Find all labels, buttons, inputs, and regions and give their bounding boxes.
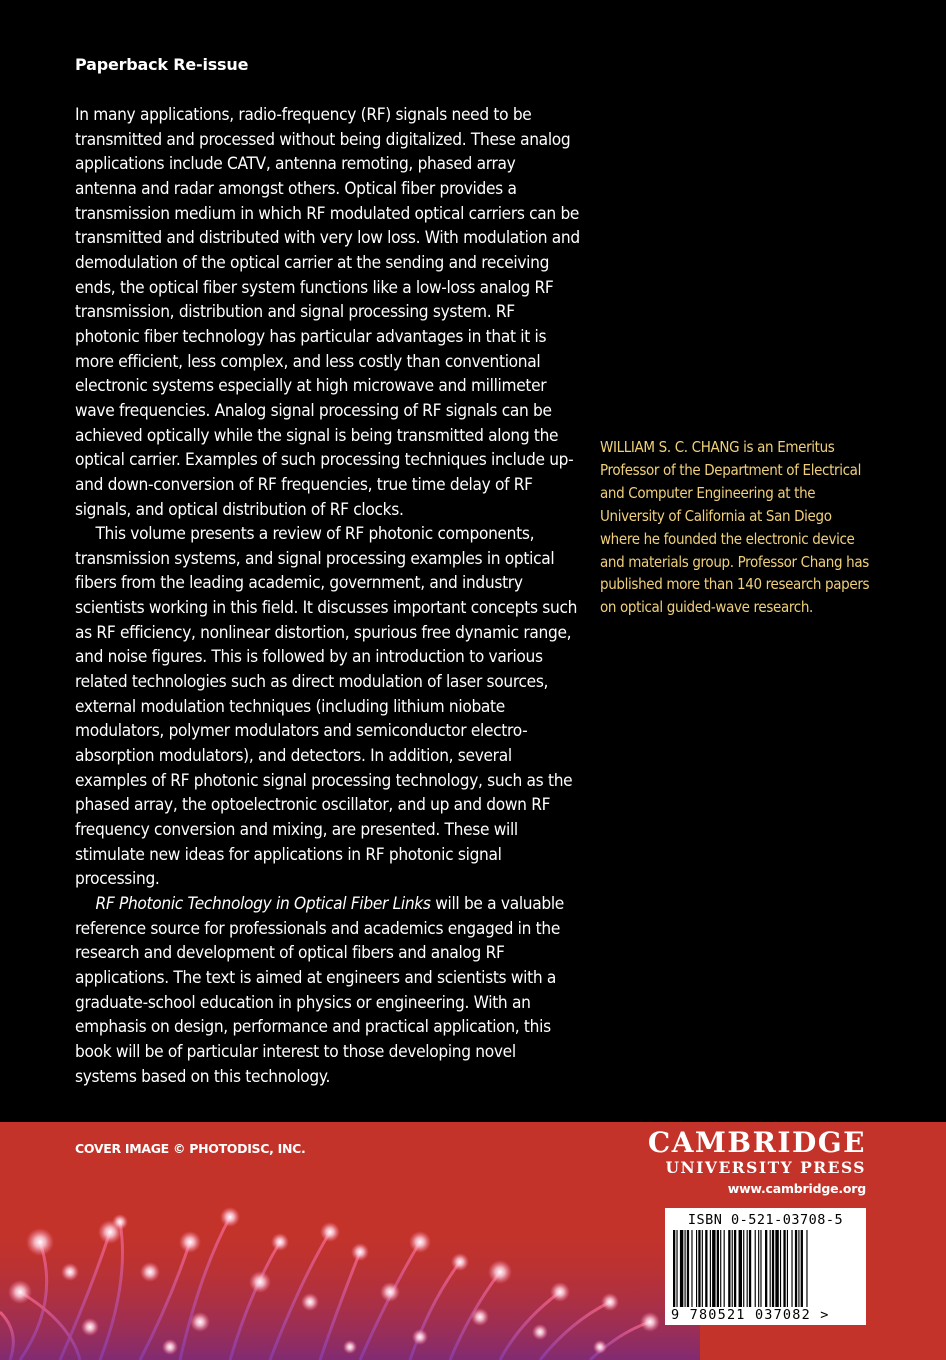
- publisher-name: CAMBRIDGE: [647, 1126, 866, 1159]
- publisher-logo: [648, 1128, 866, 1196]
- description-paragraph-3: [75, 892, 580, 1089]
- cover-image-credit: COVER IMAGE © PHOTODISC, INC.: [75, 1141, 306, 1156]
- barcode-number: 9 780521 037082 >: [671, 1307, 860, 1323]
- barcode-bars: [671, 1230, 860, 1310]
- reissue-label: Paperback Re-issue: [75, 55, 249, 74]
- publisher-url: www.cambridge.org: [727, 1181, 866, 1196]
- description-paragraph-2: This volume presents a review of RF photonic components, transmission systems, and signal processing examples in optical fibers from the leading academic, government, and industry scientists working in this field. It discusses important concepts such as RF efficiency, nonlinear distortion, spurious free dynamic range, and noise figures. This is followed by an introduction to various related technologies such as direct modulation of laser sources, external modulation techniques (including lithium niobate modulators, polymer modulators and semiconductor electro-absorption modulators), and detectors. In addition, several examples of RF photonic signal processing technology, such as the phased array, the optoelectronic oscillator, and up and down RF frequency conversion and mixing, are presented. These will stimulate new ideas for applications in RF photonic signal processing.: [75, 524, 578, 889]
- isbn-label: ISBN 0-521-03708-5: [687, 1212, 844, 1228]
- description-paragraph-1: In many applications, radio-frequency (RF) signals need to be transmitted and processed without being digitalized. These analog applications include CATV, antenna remoting, phased array antenna and radar amongst others. Optical fiber provides a transmission medium in which RF modulated optical carriers can be transmitted and distributed with very low loss. With modulation and demodulation of the optical carrier at the sending and receiving ends, the optical fiber system functions like a low-loss analog RF transmission, distribution and signal processing system. RF photonic fiber technology has particular advantages in that it is more efficient, less complex, and less costly than conventional electronic systems especially at high microwave and millimeter wave frequencies. Analog signal processing of RF signals can be achieved optically while the signal is being transmitted along the optical carrier. Examples of such processing techniques include up- and down-conversion of RF frequencies, true time delay of RF signals, and optical distribution of RF clocks.: [75, 105, 580, 519]
- book-description: [75, 103, 580, 1089]
- isbn-barcode: [665, 1208, 866, 1325]
- book-title-italic: RF Photonic Technology in Optical Fiber Links: [95, 894, 431, 913]
- author-bio: WILLIAM S. C. CHANG is an Emeritus Professor of the Department of Electrical and Computer Engineering at the University of California at San Diego where he founded the electronic device and materials group. Professor Chang has published more than 140 research papers on optical guided-wave research.: [600, 438, 870, 617]
- publisher-subtitle: UNIVERSITY PRESS: [665, 1158, 866, 1177]
- description-paragraph-3-text: will be a valuable reference source for professionals and academics engaged in the research and development of optical fibers and analog RF applications. The text is aimed at engineers and scientists with a graduate-school education in physics or engineering. With an emphasis on design, performance and practical application, this book will be of particular interest to those developing novel systems based on this technology.: [75, 894, 564, 1086]
